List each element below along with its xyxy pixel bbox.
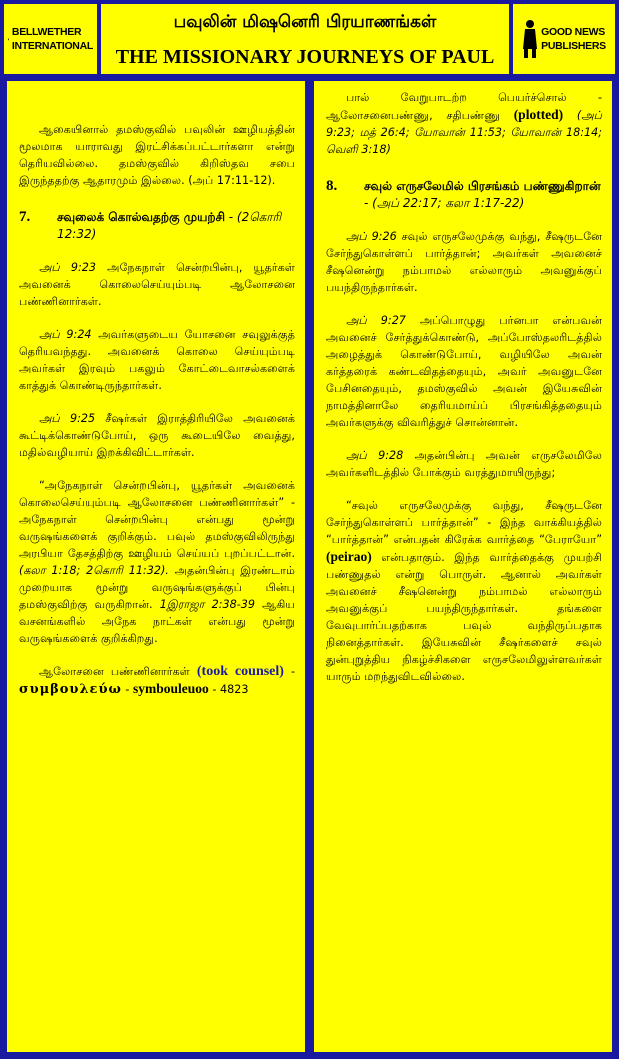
- intro-paragraph: ஆகையினால் தமஸ்குவில் பவுலின் ஊழியத்தின் மூலமாக யாராவது இரட்சிக்கப்பட்டார்களா என்று தெரியவில்லை. தமஸ்குவில் கிறிஸ்தவ சபை இருந்ததற்கு ஆதாரமும் இல்லை. (அப் 17:11-12).: [19, 123, 295, 187]
- right-column: [311, 78, 615, 1055]
- verse-ref: அப் 9:28: [346, 449, 404, 462]
- section-7-number: 7.: [19, 209, 31, 225]
- section-7-ref: - (2கொரி 12:32): [57, 210, 282, 241]
- strongs-number: - 4823: [208, 683, 249, 696]
- bellwether-logo: [4, 4, 97, 74]
- verse-text: அவர்களுடைய யோசனை சவுலுக்குத் தெரியவந்தது. அவனைக் கொலை செய்யும்படி அவர்கள் இரவும் பகலும் கோட்டைவாசல்களைக் காத்துக் கொண்டிருந்தார்கள்.: [19, 328, 295, 392]
- left-column: [4, 78, 308, 1055]
- verse-9-28: [326, 447, 602, 481]
- section-8-heading: [326, 178, 602, 212]
- section-8-ref: - (அப் 22:17; கலா 1:17-22): [364, 196, 525, 210]
- verse-ref: அப் 9:24: [39, 328, 92, 341]
- bell-tower-icon: [8, 19, 9, 59]
- commentary-paragraph: “அநேகநாள் சென்றபின்பு, யூதர்கள் அவனைக் கொலைசெய்யும்படி ஆலோசனை பண்ணினார்கள்” - அநேகநாள் சென்றபின்பு என்பது மூன்று வருஷங்களைக் குறிக்கும். பவுல் தமஸ்குவிலிருந்து அரபியா தேசத்திற்கு ஊழியம் செய்யப் புறப்பட்டான். (கலா 1:18; 2கொரி 11:32). அதன்பின்பு இரண்டாம் முறையாக மூன்று வருஷங்களுக்குப் பின்பு தமஸ்குவிற்கு வருகிறான். 1இராஜா 2:38-39 ஆகிய வசனங்களில் அநேக நாட்கள் என்பது மூன்று வருஷங்களைக் குறிக்கிறது.: [19, 479, 295, 645]
- transliteration: symbouleuoo: [133, 681, 209, 696]
- verse-9-26: [326, 228, 602, 296]
- verse-text: அப்பொழுது பர்னபா என்பவன் அவனைச் சேர்த்துக்கொண்டு, அப்போஸ்தலரிடத்தில் அழைத்துக் கொண்டுபோய், வழியிலே அவன் கர்த்தரைக் கண்டவிதத்தையும், அவர் அவனுடனே பேசினதையும், தமஸ்குவில் அவன் இயேசுவின் நாமத்தினாலே தைரியமாய்ப் பிரசங்கித்ததையும் அவர்களுக்கு விவரித்துச் சொன்னான்.: [326, 314, 603, 429]
- word-study-continuation: பால் வேறுபாடற்ற பெயர்ச்சொல் - ஆலோசனைபண்ணு, சதிபண்ணு (plotted) (அப் 9:23; மத் 26:4; யோவான் 11:53; யோவான் 18:14; வெளி 3:18): [326, 91, 603, 156]
- verse-text: அநேகநாள் சென்றபின்பு, யூதர்கள் அவனைக் கொலைசெய்யும்படி ஆலோசனை பண்ணினார்கள்.: [19, 261, 295, 308]
- verse-9-24: [19, 326, 295, 394]
- section-8-number: 8.: [326, 178, 338, 194]
- good-news-figure-icon: [522, 19, 538, 59]
- section-8-title: சவுல் எருசலேமில் பிரசங்கம் பண்ணுகிறான்: [364, 179, 601, 193]
- section-7-heading: [19, 209, 295, 243]
- english-term: (took counsel): [196, 664, 284, 679]
- verse-9-27: [326, 312, 602, 431]
- section-7-title: சவுலைக் கொல்வதற்கு முயற்சி: [57, 210, 225, 224]
- verse-ref: அப் 9:23: [39, 261, 97, 274]
- logo-right-line1: GOOD NEWS: [541, 26, 605, 38]
- verse-text: சவுல் எருசலேமுக்கு வந்து, சீஷருடனே சேர்ந்துகொள்ளப் பார்த்தான்; அவர்கள் அவனைச் சீஷனென்று நம்பாமல் எல்லாரும் அவனுக்குப் பயந்திருந்தார்கள்.: [326, 230, 602, 294]
- verse-ref: அப் 9:25: [39, 412, 96, 425]
- logo-left-line1: BELLWETHER: [11, 26, 82, 38]
- title-box: [101, 4, 509, 74]
- verse-text: அதன்பின்பு அவன் எருசலேமிலே அவர்களிடத்தில் போக்கும் வரத்துமாயிருந்து;: [326, 449, 602, 479]
- english-term: (peirao): [326, 549, 372, 564]
- word-study-counsel: ஆலோசனை பண்ணினார்கள் (took counsel) - συμβουλεύω - symbouleuoo - 4823: [19, 664, 295, 697]
- logo-left-line2: INTERNATIONAL: [11, 40, 93, 52]
- good-news-logo: [513, 4, 615, 74]
- title-english: THE MISSIONARY JOURNEYS OF PAUL: [115, 46, 495, 68]
- verse-ref: அப் 9:27: [346, 314, 406, 327]
- verse-9-25: [19, 410, 295, 461]
- verse-9-23: [19, 259, 295, 310]
- verse-ref: அப் 9:26: [346, 230, 397, 243]
- logo-right-line2: PUBLISHERS: [541, 40, 606, 52]
- greek-word: συμβουλεύω: [19, 682, 122, 697]
- verse-text: சீஷர்கள் இராத்திரியிலே அவனைக் கூட்டிக்கொண்டுபோய், ஒரு கூடையிலே வைத்து, மதில்வழியாய் இறக்கிவிட்டார்கள்.: [19, 412, 295, 459]
- english-term: (plotted): [513, 107, 564, 122]
- title-tamil: பவுலின் மிஷனெரி பிரயாணங்கள்: [173, 12, 437, 32]
- commentary-paragraph: “சவுல் எருசலேமுக்கு வந்து, சீஷருடனே சேர்ந்துகொள்ளப் பார்த்தான்” - இந்த வாக்கியத்தில் “பார்த்தான்” என்பதன் கிரேக்க வார்த்தை “பேராயோ” (peirao) என்பதாகும். இந்த வார்த்தைக்கு முயற்சி பண்ணுதல் என்று பொருள். ஆனால் அவர்கள் அவனைச் சீஷனென்று நம்பாமல் எல்லாரும் அவனுக்குப் பயந்திருந்தார்கள். தங்களை வேவுபார்ப்பதற்காக பவுல் வந்திருப்பதாக நினைத்தார்கள். இயேசுவின் சீஷர்களைச் சவுல் துன்புறுத்திய நிகழ்ச்சிகளை எருசலேமிலுள்ளவர்கள் யாரும் மறந்துவிடவில்லை.: [326, 499, 602, 683]
